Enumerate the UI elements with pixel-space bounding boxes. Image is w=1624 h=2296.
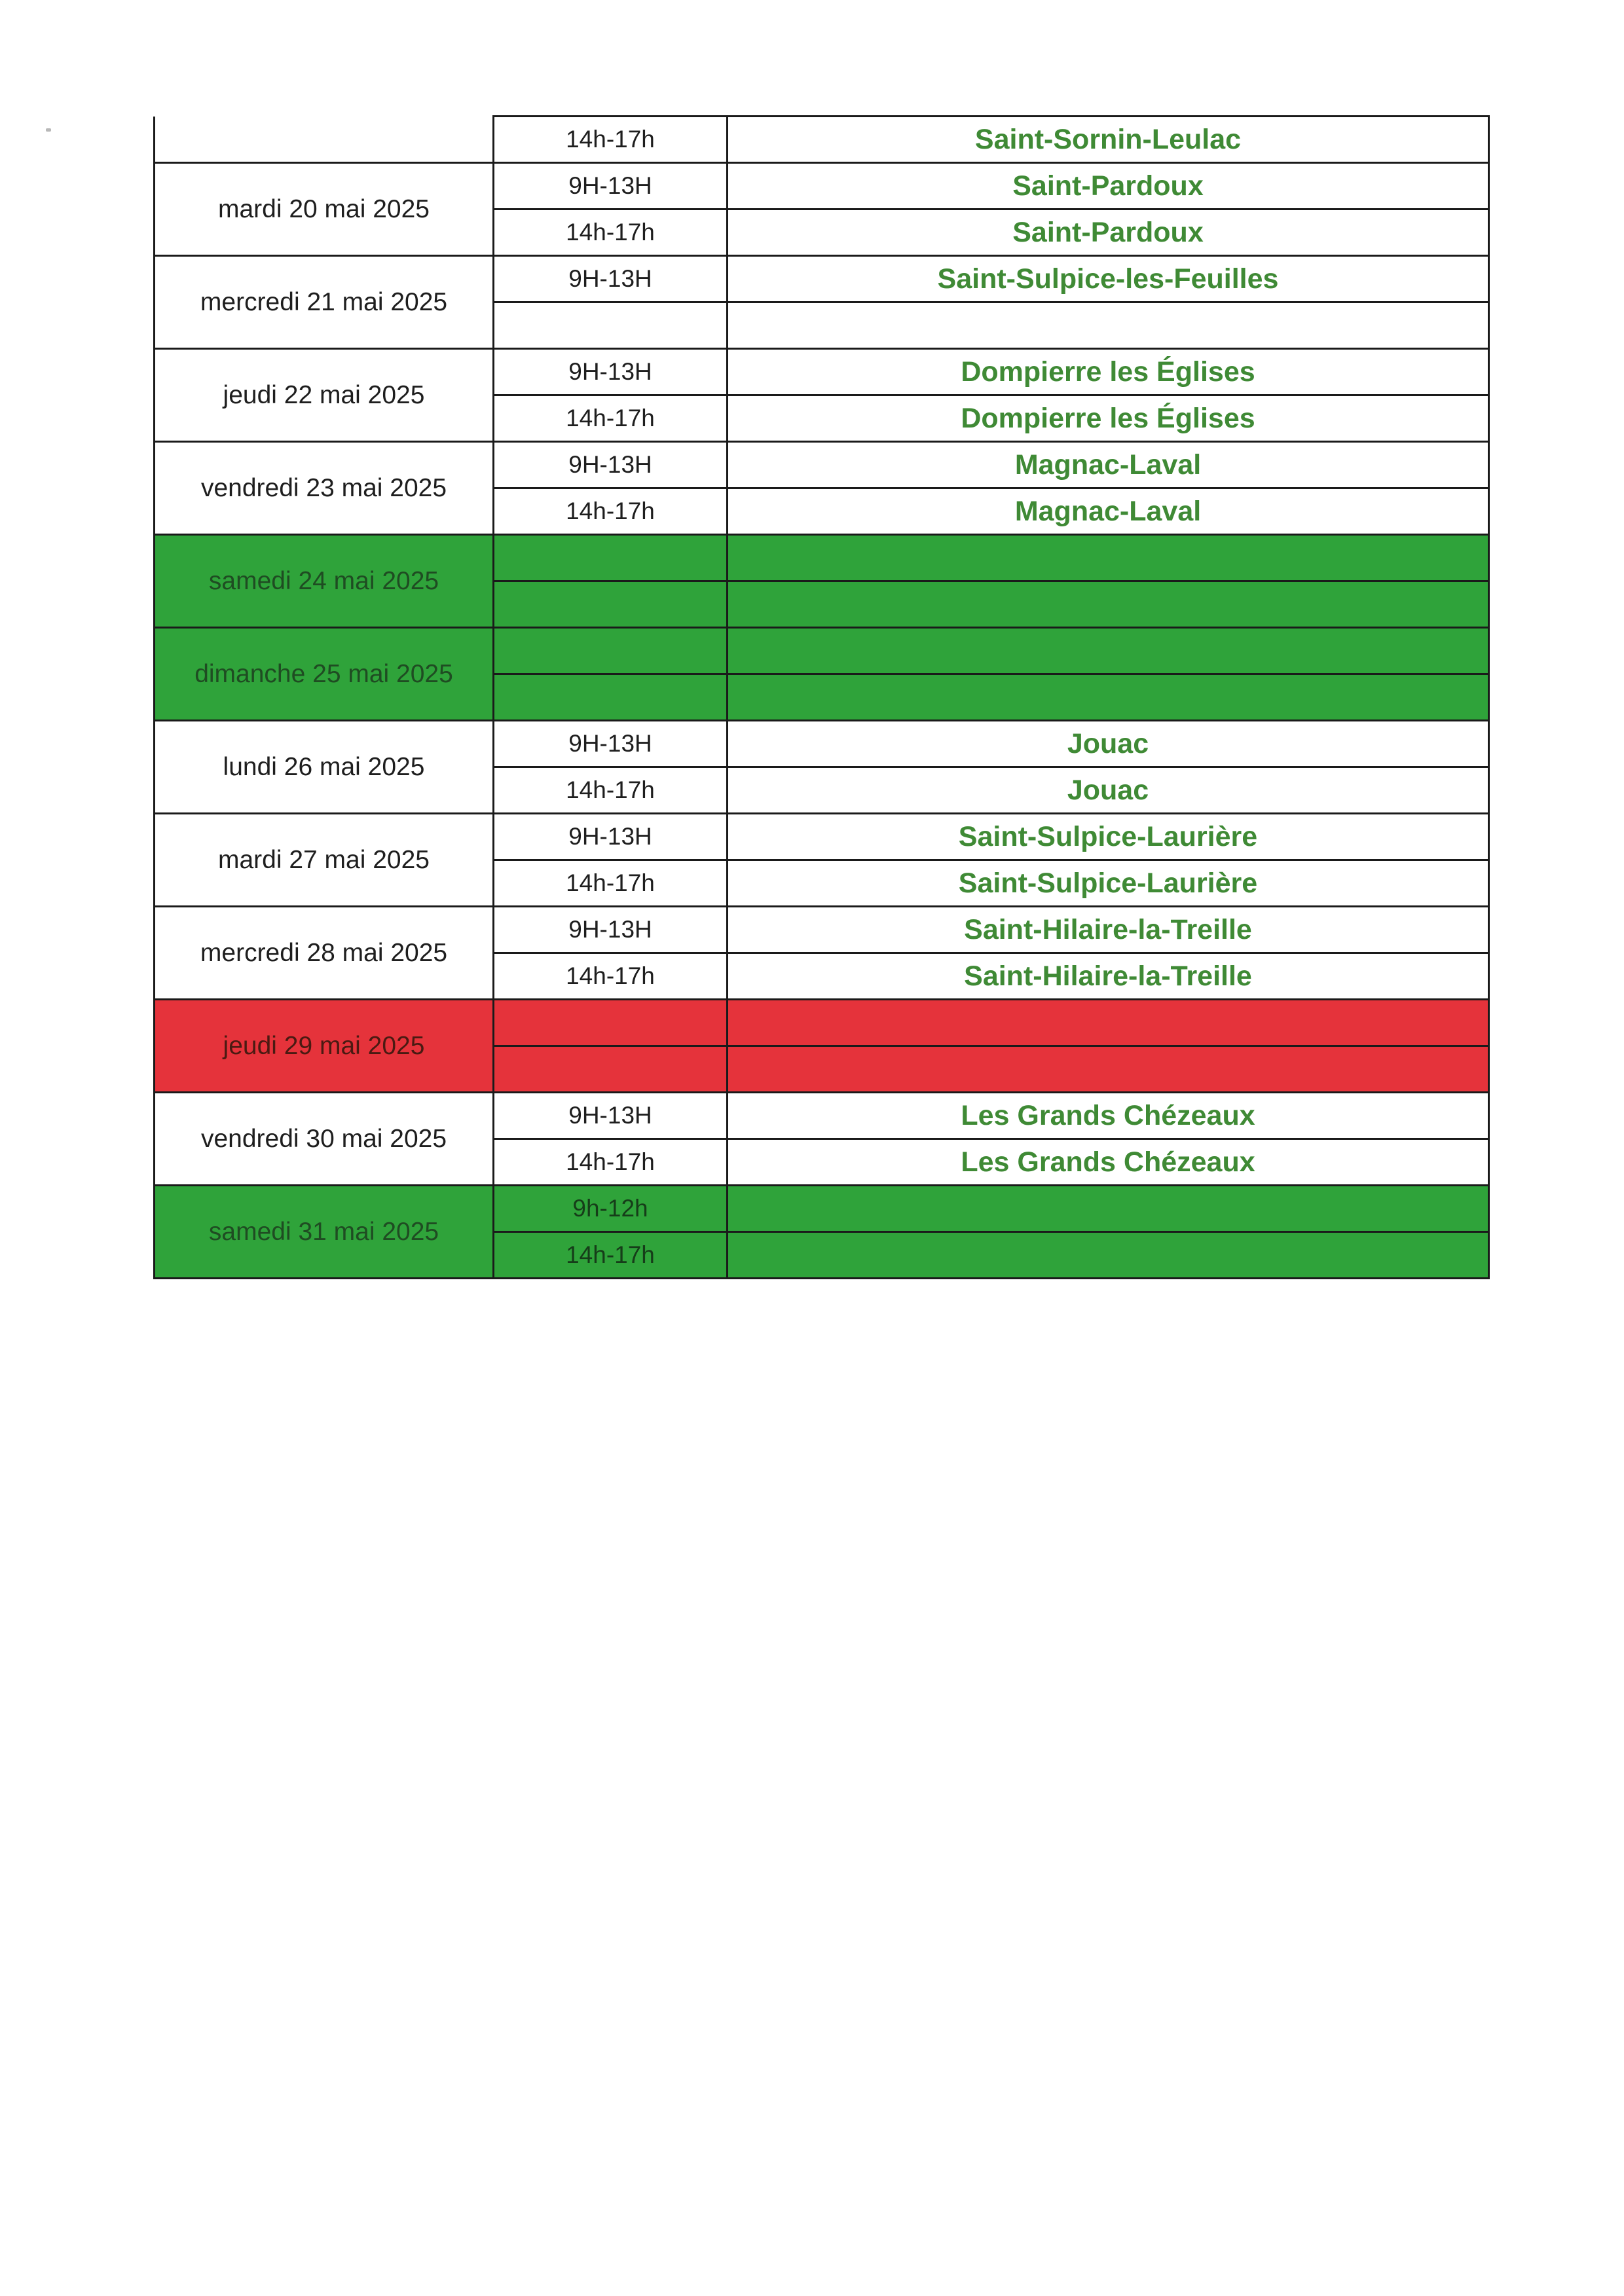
schedule-row (155, 442, 1489, 488)
commune-cell (728, 581, 1489, 628)
time-slot-cell (494, 1046, 728, 1093)
time-slot-cell: 9H-13H (494, 721, 728, 767)
time-slot-cell: 14h-17h (494, 395, 728, 442)
time-slot-cell (494, 628, 728, 674)
time-slot-cell: 9h-12h (494, 1186, 728, 1232)
commune-cell: Magnac-Laval (728, 442, 1489, 488)
commune-cell (728, 1232, 1489, 1279)
scan-speck (46, 128, 51, 132)
commune-cell: Jouac (728, 767, 1489, 814)
commune-cell: Saint-Hilaire-la-Treille (728, 907, 1489, 953)
time-slot-cell (494, 1000, 728, 1046)
day-date-cell: samedi 31 mai 2025 (155, 1186, 494, 1279)
schedule-row (155, 814, 1489, 860)
schedule-body (155, 117, 1489, 1279)
commune-cell (728, 1000, 1489, 1046)
commune-cell: Dompierre les Églises (728, 395, 1489, 442)
schedule-row (155, 256, 1489, 302)
day-date-cell (155, 117, 494, 163)
time-slot-cell (494, 581, 728, 628)
time-slot-cell: 9H-13H (494, 442, 728, 488)
time-slot-cell: 14h-17h (494, 117, 728, 163)
commune-cell: Magnac-Laval (728, 488, 1489, 535)
schedule-row (155, 535, 1489, 581)
commune-cell: Saint-Pardoux (728, 163, 1489, 210)
time-slot-cell: 14h-17h (494, 488, 728, 535)
time-slot-cell (494, 535, 728, 581)
day-date-cell: mercredi 21 mai 2025 (155, 256, 494, 349)
day-date-cell: vendredi 30 mai 2025 (155, 1093, 494, 1186)
commune-cell: Dompierre les Églises (728, 349, 1489, 395)
commune-cell: Saint-Sulpice-Laurière (728, 814, 1489, 860)
time-slot-cell: 9H-13H (494, 1093, 728, 1139)
schedule-table (153, 115, 1490, 1279)
time-slot-cell: 9H-13H (494, 907, 728, 953)
time-slot-cell (494, 674, 728, 721)
commune-cell (728, 628, 1489, 674)
schedule-row (155, 117, 1489, 163)
commune-cell: Saint-Pardoux (728, 210, 1489, 256)
day-date-cell: mardi 27 mai 2025 (155, 814, 494, 907)
day-date-cell: mercredi 28 mai 2025 (155, 907, 494, 1000)
time-slot-cell: 14h-17h (494, 767, 728, 814)
schedule-row (155, 163, 1489, 210)
day-date-cell: lundi 26 mai 2025 (155, 721, 494, 814)
commune-cell (728, 1046, 1489, 1093)
time-slot-cell: 9H-13H (494, 814, 728, 860)
schedule-row (155, 907, 1489, 953)
commune-cell: Les Grands Chézeaux (728, 1093, 1489, 1139)
time-slot-cell (494, 302, 728, 349)
time-slot-cell: 9H-13H (494, 349, 728, 395)
day-date-cell: mardi 20 mai 2025 (155, 163, 494, 256)
commune-cell: Saint-Sulpice-Laurière (728, 860, 1489, 907)
time-slot-cell: 14h-17h (494, 210, 728, 256)
time-slot-cell: 14h-17h (494, 1232, 728, 1279)
time-slot-cell: 9H-13H (494, 256, 728, 302)
day-date-cell: jeudi 29 mai 2025 (155, 1000, 494, 1093)
commune-cell: Les Grands Chézeaux (728, 1139, 1489, 1186)
time-slot-cell: 14h-17h (494, 953, 728, 1000)
day-date-cell: dimanche 25 mai 2025 (155, 628, 494, 721)
commune-cell (728, 674, 1489, 721)
schedule-row (155, 628, 1489, 674)
commune-cell: Saint-Sulpice-les-Feuilles (728, 256, 1489, 302)
time-slot-cell: 14h-17h (494, 860, 728, 907)
commune-cell: Saint-Hilaire-la-Treille (728, 953, 1489, 1000)
schedule-row (155, 1093, 1489, 1139)
commune-cell: Saint-Sornin-Leulac (728, 117, 1489, 163)
time-slot-cell: 9H-13H (494, 163, 728, 210)
commune-cell: Jouac (728, 721, 1489, 767)
commune-cell (728, 1186, 1489, 1232)
schedule-row (155, 1186, 1489, 1232)
commune-cell (728, 302, 1489, 349)
day-date-cell: samedi 24 mai 2025 (155, 535, 494, 628)
schedule-row (155, 721, 1489, 767)
day-date-cell: vendredi 23 mai 2025 (155, 442, 494, 535)
commune-cell (728, 535, 1489, 581)
schedule-row (155, 349, 1489, 395)
schedule-row (155, 1000, 1489, 1046)
day-date-cell: jeudi 22 mai 2025 (155, 349, 494, 442)
time-slot-cell: 14h-17h (494, 1139, 728, 1186)
